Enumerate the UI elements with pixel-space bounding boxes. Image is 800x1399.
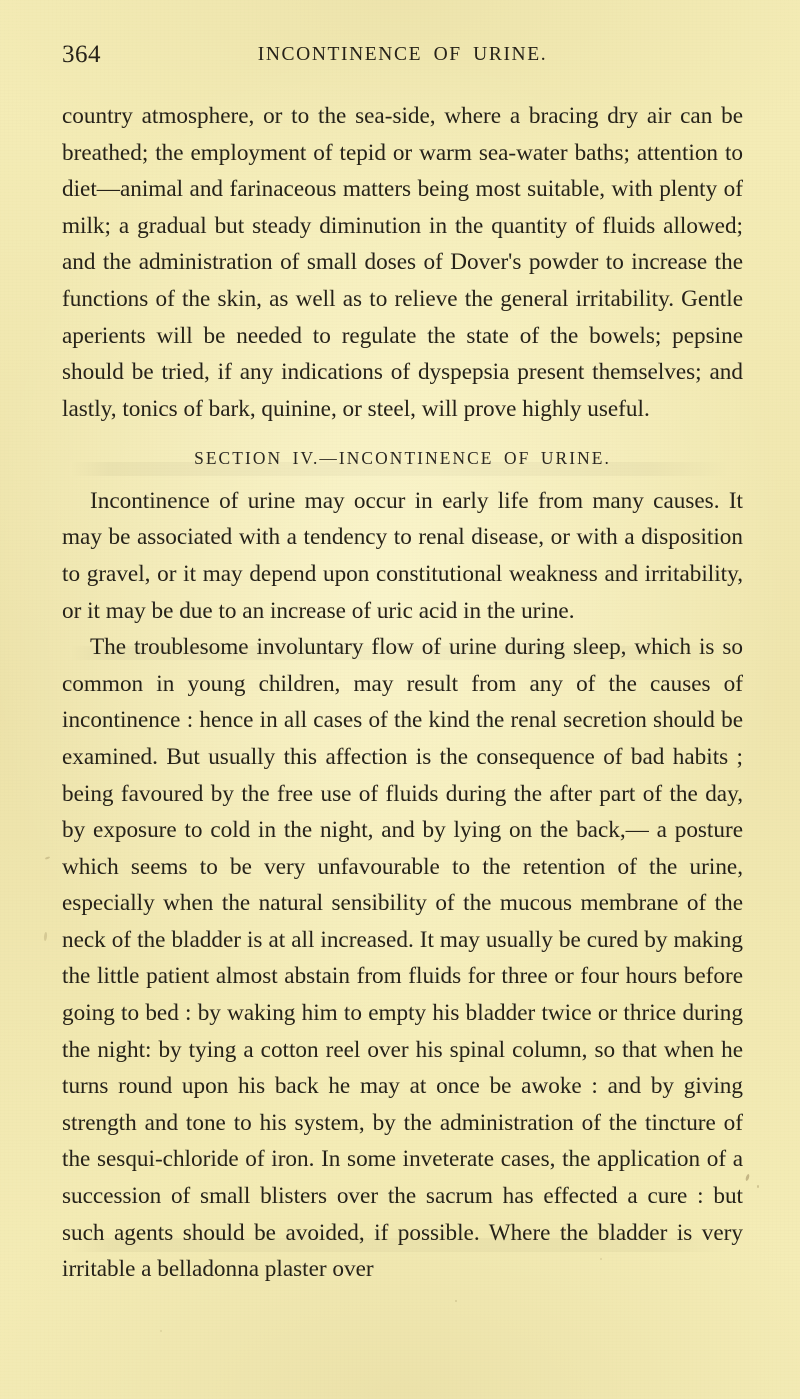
foxing-speck: [44, 932, 48, 941]
page-number: 364: [62, 41, 101, 68]
running-title: INCONTINENCE OF URINE.: [257, 44, 548, 65]
foxing-speck: [745, 1174, 750, 1182]
running-head: [62, 42, 743, 98]
paragraph-nocturnal: The troublesome involuntary flow of urine during sleep, which is so common in young children, may result from any of the causes of incontinence : hence in all cases of the kind the renal secretion should be examined. But usually this affection is the consequence of bad habits ; being favoured by the free use of fluids during the after part of the day, by exposure to cold in the night, and by lying on the back,— a posture which seems to be very unfavourable to the retention of the urine, especially when the natural sensibility of the mucous membrane of the neck of the bladder is at all increased. It may usually be cured by making the little patient almost abstain from fluids for three or four hours before going to bed : by waking him to empty his bladder twice or thrice during the night: by tying a cotton reel over his spinal column, so that when he turns round upon his back he may at once be awoke : and by giving strength and tone to his system, by the administration of the tincture of the sesqui-chloride of iron. In some inveterate cases, the application of a succession of small blisters over the sacrum has effected a cure : but such agents should be avoided, if possible. Where the bladder is very irritable a belladonna plaster over: [62, 634, 743, 1283]
foxing-speck: [455, 1300, 457, 1302]
paragraph-causes: Incontinence of urine may occur in early life from many causes. It may be associated with a tendency to renal disease, or with a disposition to gravel, or it may depend upon constitutional weakness and irritability, or it may be due to an increase of uric acid in the urine.: [62, 487, 743, 624]
foxing-speck: [757, 1185, 759, 1188]
text-column: [62, 0, 743, 1288]
paragraph-treatment: country atmosphere, or to the sea-side, where a bracing dry air can be breathed; the employment of tepid or warm sea-water baths; attention to diet—animal and farinaceous matters being most suitable, with plenty of milk; a gradual but steady diminution in the quantity of fluids allowed; and the administration of small doses of Dover's powder to increase the functions of the skin, as well as to relieve the general irritability. Gentle aperients will be needed to regulate the state of the bowels; pepsine should be tried, if any indications of dyspepsia present themselves; and lastly, tonics of bark, quinine, or steel, will prove highly useful.: [62, 103, 743, 422]
foxing-speck: [45, 856, 50, 860]
foxing-speck: [160, 1330, 162, 1332]
section-heading: SECTION IV.—INCONTINENCE OF URINE.: [194, 448, 611, 469]
